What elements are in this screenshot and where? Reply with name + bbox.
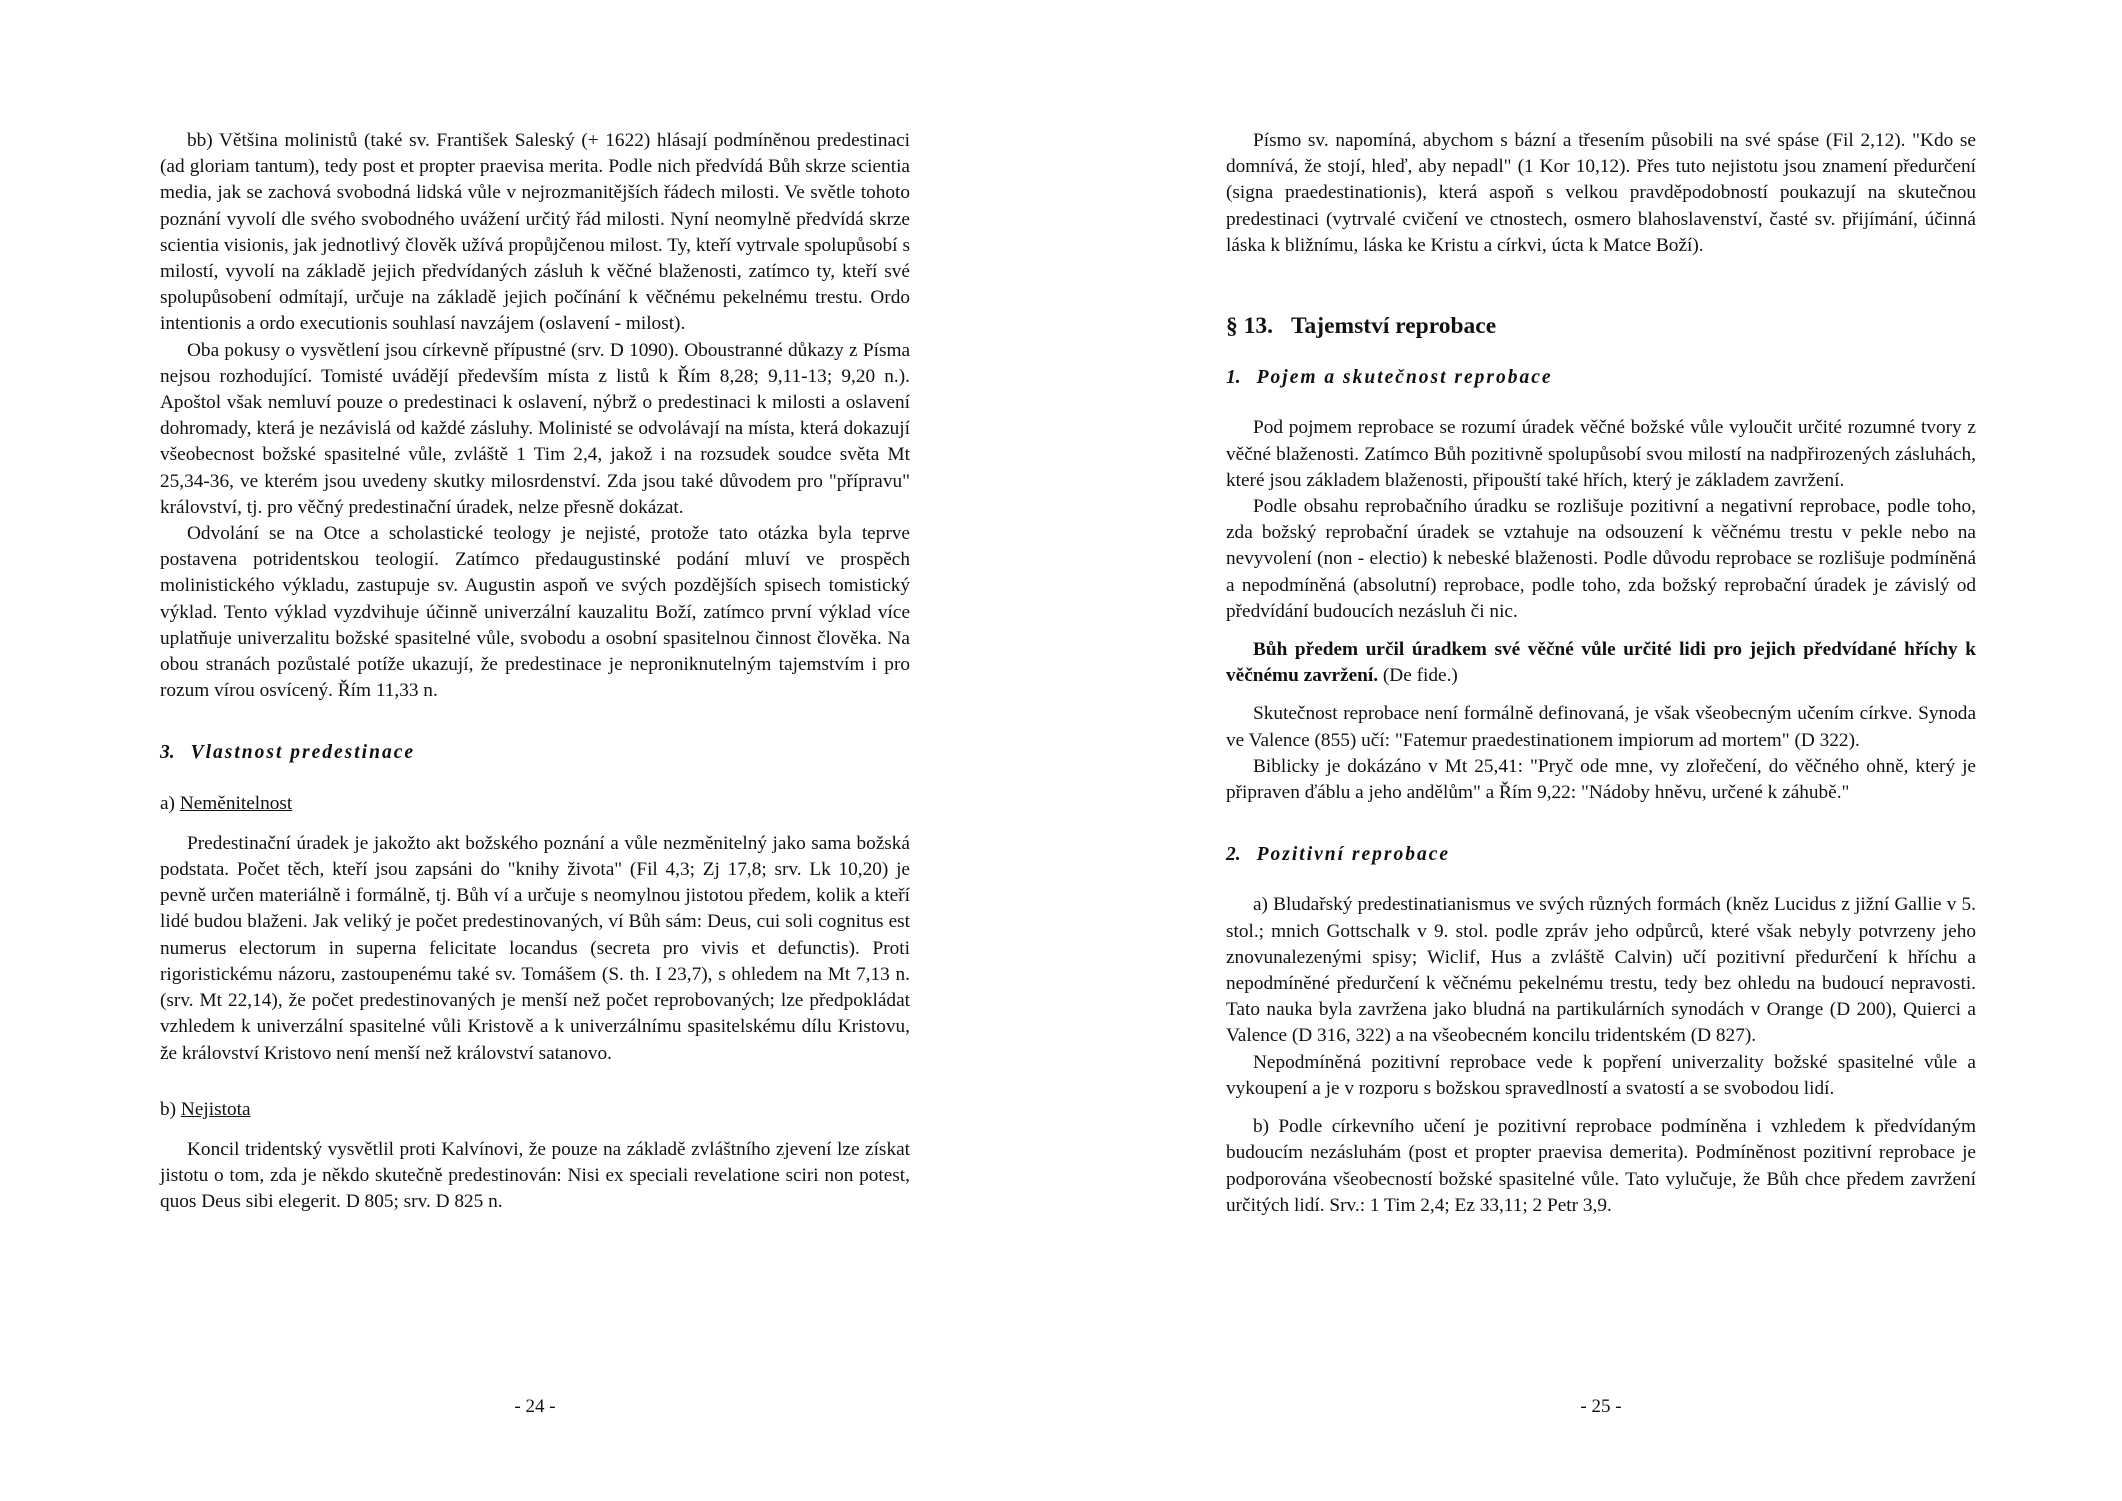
subsection-heading-3 [160,740,910,766]
subsection-number: 1. [1226,367,1241,389]
subsection-number: 3. [160,742,175,764]
section-title: Tajemství reprobace [1291,313,1497,340]
paragraph: Podle obsahu reprobačního úradku se rozlišuje pozitivní a negativní reprobace, podle toho, zda božský reprobační úradek se vztahuje na odsouzení k věčnému trestu v pekle nebo na nevyvolení (non - electio) k nebeské blaženosti. Podle důvodu reprobace se rozlišuje podmíněná a nepodmíněná (absolutní) reprobace, podle toho, zda božský reprobační úradek je závislý od předvídání budoucích nezásluh či nic. [1226,496,1976,622]
subsection-title: Vlastnost predestinace [190,742,416,764]
paragraph: Nepodmíněná pozitivní reprobace vede k popření univerzality božské spasitelné vůle a vykoupení a je v rozporu s božskou spravedlností a svatostí a se svobodou lidí. [1226,1051,1976,1099]
page-number: - 24 - [514,1396,556,1417]
thesis-paragraph [1226,637,1976,689]
thesis-note: (De fide.) [1382,665,1458,687]
page-number: - 25 - [1580,1396,1622,1417]
paragraph: bb) Většina molinistů (také sv. František Saleský (+ 1622) hlásají podmíněnou predestinaci (ad gloriam tantum), tedy post et propter praevisa merita. Podle nich předvídá Bůh skrze scientia media, jak se zachová svobodná lidská vůle v nejrozmanitějších řádech milosti. Ve světle tohoto poznání vyvolí dle svého svobodného uvážení určitý řád milosti. Nyní neomylně předvídá skrze scientia visionis, jak jednotlivý člověk užívá propůjčenou milost. Ty, kteří vytrvale spolupůsobí s milostí, vyvolí na základě jejich předvídaných zásluh k věčné blaženosti, zatímco ty, kteří své spolupůsobení odmítají, určuje na základě jejich počínání k věčnému pekelnému trestu. Ordo intentionis a ordo executionis souhlasí navzájem (oslavení - milost). [160,130,910,335]
paragraph: Koncil tridentský vysvětlil proti Kalvínovi, že pouze na základě zvláštního zjevení lze získat jistotu o tom, zda je někdo skutečně predestinován: Nisi ex speciali revelatione sciri non potest, quos Deus sibi elegerit. D 805; srv. D 825 n. [160,1138,910,1213]
subsection-heading-1 [1226,365,1976,391]
right-text-column [1226,128,1976,1219]
item-title-text: Neměnitelnost [179,792,293,814]
item-b-title [160,1097,910,1123]
paragraph: Predestinační úradek je jakožto akt božského poznání a vůle nezměnitelný jako sama božská podstata. Počet těch, kteří jsou zapsáni do "knihy života" (Fil 4,3; Zj 17,8; srv. Lk 10,20) je pevně určen materiálně i formálně, tj. Bůh ví a určuje s neomylnou jistotou předem, kolik a kteří lidé budou blaženi. Jak veliký je počet predestinovaných, ví Bůh sám: Deus, cui soli cognitus est numerus electorum in superna felicitate locandus (secreta pro vivis et defunctis). Proti rigoristickému názoru, zastoupenému také sv. Tomášem (S. th. I 23,7), s ohledem na Mt 7,13 n. (srv. Mt 22,14), že počet predestinovaných je menší než počet reprobovaných; lze předpokládat vzhledem k univerzální spasitelné vůli Kristově a k univerzálnímu spasitelskému dílu Kristovu, že království Kristovo není menší než království satanovo. [160,832,910,1064]
paragraph: Biblicky je dokázáno v Mt 25,41: "Pryč ode mne, vy zlořečení, do věčného ohně, který je připraven ďáblu a jeho andělům" a Řím 9,22: "Nádoby hněvu, určené k záhubě." [1226,755,1976,804]
item-letter: a) [160,792,175,814]
left-text-column [160,128,910,1216]
subsection-number: 2. [1226,844,1241,866]
section-heading [1226,313,1976,339]
paragraph: Odvolání se na Otce a scholastické teology je nejisté, protože tato otázka byla teprve postavena potridentskou teologií. Zatímco předaugustinské podání mluví ve prospěch molinistického výkladu, zastupuje sv. Augustin aspoň ve svých pozdějších spisech tomistický výklad. Tento výklad vyzdvihuje účinně univerzální kauzalitu Boží, zatímco první výklad více uplatňuje univerzalitu božské spasitelné vůle, svobodu a osobní spasitelnou činnost člověka. Na obou stranách pozůstalé potíže ukazují, že predestinace je neproniknutelným tajemstvím i pro rozum vírou osvícený. Řím 11,33 n. [160,523,910,702]
paragraph: Pod pojmem reprobace se rozumí úradek věčné božské vůle vyloučit určité rozumné tvory z věčné blaženosti. Zatímco Bůh pozitivně spolupůsobí svou milostí na nadpřirozených zásluhách, které jsou základem blaženosti, připouští také hřích, který je základem zavržení. [1226,417,1976,491]
section-number: § 13. [1226,313,1273,340]
paragraph: Písmo sv. napomíná, abychom s bázní a třesením působili na své spáse (Fil 2,12). "Kdo se domnívá, že stojí, hleď, aby nepadl" (1 Kor 10,12). Přes tuto nejistotu jsou znamení předurčení (signa praedestinationis), která aspoň s velkou pravděpodobností poukazují na skutečnou predestinaci (vytrvalé cvičení ve ctnostech, osmero blahoslavenství, časté sv. přijímání, účinná láska k bližnímu, láska ke Kristu a církvi, úcta k Matce Boží). [1226,130,1976,256]
item-letter: b) [160,1098,177,1120]
item-a-title [160,791,910,817]
right-page [1061,0,2122,1501]
paragraph: a) Bludařský predestinatianismus ve svých různých formách (kněz Lucidus z jižní Gallie v 5. stol.; mnich Gottschalk v 9. stol. podle zpráv jeho odpůrců, které však nebyly potvrzeny jeho znovunalezenými spisy; Wiclif, Hus a zvláště Calvin) učí pozitivní předurčení k hříchu a nepodmíněné předurčení k věčnému pekelnému trestu, tedy bez ohledu na budoucí nepravosti. Tato nauka byla zavržena jako bludná na partikulárních synodách v Orange (D 200), Quierci a Valence (D 316, 322) a na všeobecném koncilu tridentském (D 827). [1226,894,1976,1047]
item-title-text: Nejistota [180,1098,251,1120]
thesis-statement: Bůh předem určil úradkem své věčné vůle určité lidi pro jejich předvídané hříchy k věčnému zavržení. [1226,639,1976,687]
paragraph: b) Podle církevního učení je pozitivní reprobace podmíněna i vzhledem k předvídaným budoucím nezásluhám (post et propter praevisa demerita). Podmíněnost pozitivní reprobace je podporována všeobecností božské spasitelné vůle. Tato vylučuje, že Bůh chce předem zavržení určitých lidí. Srv.: 1 Tim 2,4; Ez 33,11; 2 Petr 3,9. [1226,1116,1976,1216]
subsection-heading-2 [1226,842,1976,868]
paragraph: Skutečnost reprobace není formálně definovaná, je však všeobecným učením církve. Synoda ve Valence (855) učí: "Fatemur praedestinationem impiorum ad mortem" (D 322). [1226,703,1976,751]
paragraph: Oba pokusy o vysvětlení jsou církevně přípustné (srv. D 1090). Oboustranné důkazy z Písma nejsou rozhodující. Tomisté uvádějí především místa z listů k Řím 8,28; 9,11-13; 9,20 n.). Apoštol však nemluví pouze o predestinaci k oslavení, nýbrž o predestinaci k milosti a oslavení dohromady, která je nezávislá od každé zásluhy. Molinisté se odvolávají na místa, která dokazují všeobecnost božské spasitelné vůle, zvláště 1 Tim 2,4, jakož i na rozsudek soudce světa Mt 25,34-36, ve kterém jsou uvedeny skutky milosrdenství. Zda jsou také důvodem pro "přípravu" království, tj. pro věčný predestinační úradek, nelze přesně dokázat. [160,339,910,518]
subsection-title: Pozitivní reprobace [1256,844,1451,866]
subsection-title: Pojem a skutečnost reprobace [1256,367,1553,389]
